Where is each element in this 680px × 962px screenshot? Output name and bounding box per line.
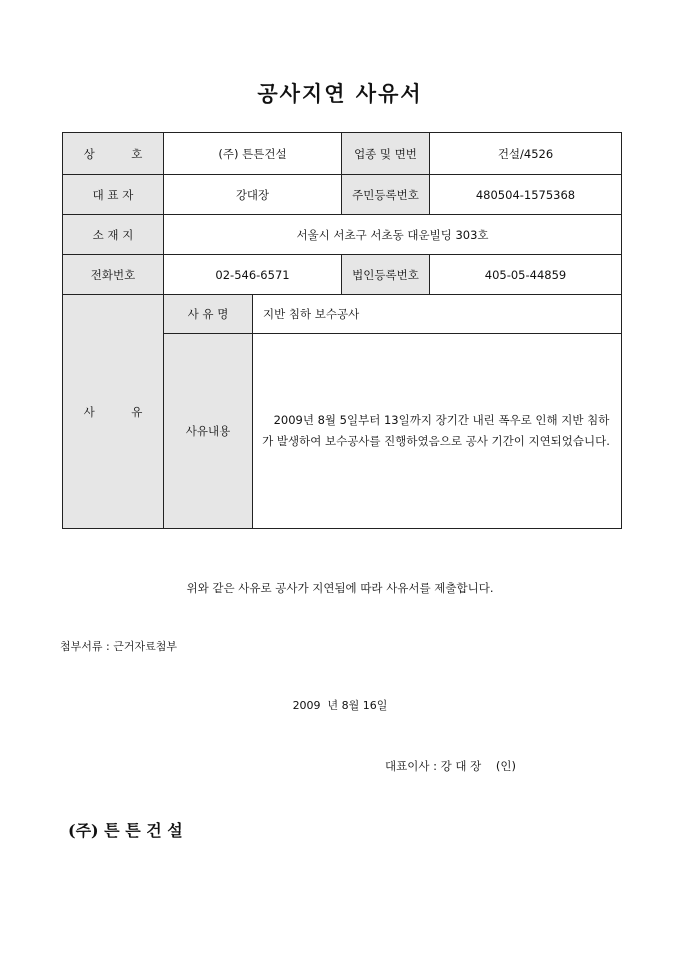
row-reason-name: [63, 295, 622, 334]
rep-value: 강대장: [164, 175, 342, 215]
row-address: [63, 215, 622, 255]
address-value: 서울시 서초구 서초동 대운빌딩 303호: [164, 215, 622, 255]
reason-name-label: 사 유 명: [164, 295, 253, 334]
business-value: 건설/4526: [430, 133, 622, 175]
signature-line: 대표이사 : 강 대 장 (인): [385, 759, 516, 773]
submission-statement: 위와 같은 사유로 공사가 지연됨에 따라 사유서를 제출합니다.: [186, 581, 494, 595]
company-footer: (주) 튼 튼 건 설: [68, 821, 183, 840]
reason-detail-value: 2009년 8월 5일부터 13일까지 장기간 내린 폭우로 인해 지반 침하가 발생하여 보수공사를 진행하였음으로 공사 기간이 지연되었습니다.: [253, 334, 622, 529]
company-value: (주) 튼튼건설: [164, 133, 342, 175]
address-label: 소 재 지: [63, 215, 164, 255]
phone-value: 02-546-6571: [164, 255, 342, 295]
corp-label: 법인등록번호: [342, 255, 430, 295]
id-value: 480504-1575368: [430, 175, 622, 215]
row-phone: [63, 255, 622, 295]
row-company: [63, 133, 622, 175]
reason-label: 사 유: [63, 295, 164, 529]
attachment-note: 첨부서류 : 근거자료첨부: [60, 640, 177, 653]
rep-label: 대 표 자: [63, 175, 164, 215]
id-label: 주민등록번호: [342, 175, 430, 215]
reason-detail-label: 사유내용: [164, 334, 253, 529]
reason-name-value: 지반 침하 보수공사: [253, 295, 622, 334]
corp-value: 405-05-44859: [430, 255, 622, 295]
company-label: 상 호: [63, 133, 164, 175]
row-representative: [63, 175, 622, 215]
document-title: 공사지연 사유서: [257, 81, 423, 106]
info-table: [62, 132, 622, 529]
business-label: 업종 및 면번: [342, 133, 430, 175]
phone-label: 전화번호: [63, 255, 164, 295]
document-date: 2009 년 8월 16일: [292, 699, 388, 712]
